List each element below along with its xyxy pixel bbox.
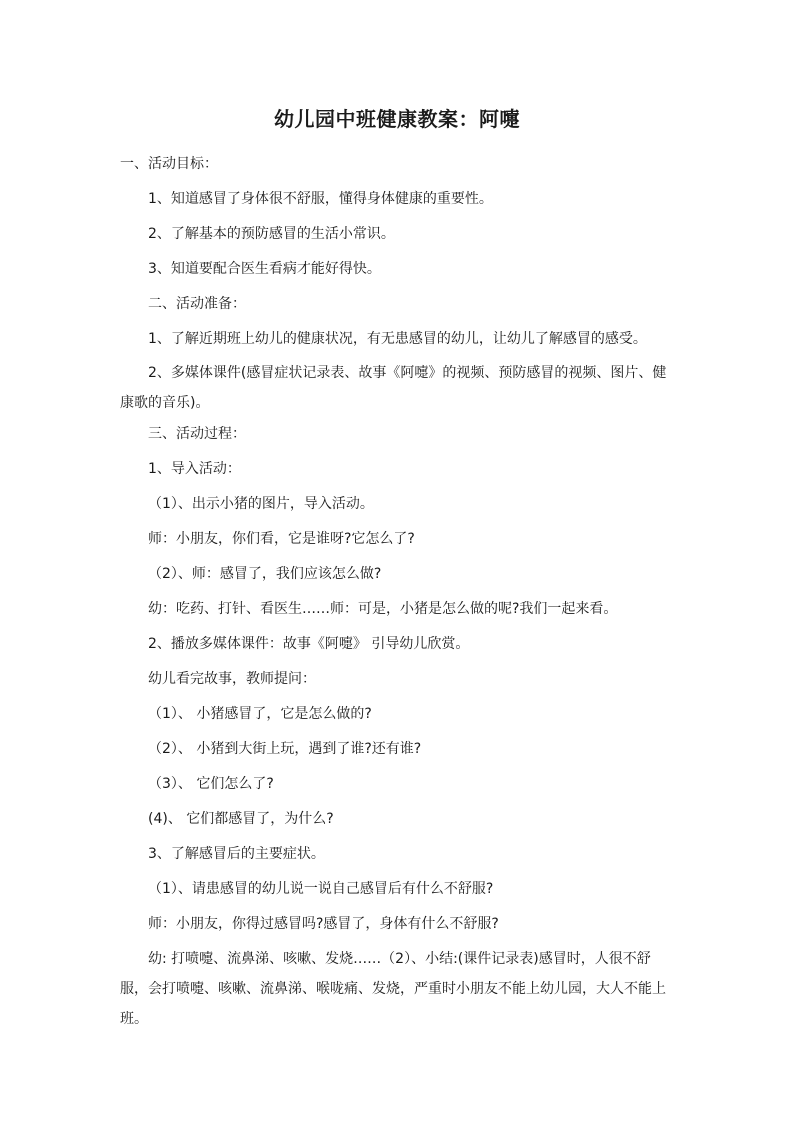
section-heading: 二、活动准备： xyxy=(148,296,246,312)
paragraph-line: 1、导入活动： xyxy=(148,461,241,477)
paragraph-line: 幼儿看完故事，教师提问： xyxy=(148,671,316,687)
paragraph-line: （2）、 小猪到大街上玩，遇到了谁?还有谁? xyxy=(148,741,422,757)
paragraph-line: （2）、师：感冒了，我们应该怎么做? xyxy=(148,566,382,582)
section-heading: 三、活动过程： xyxy=(148,426,246,442)
paragraph-wrapped: 幼: 打喷嚏、流鼻涕、咳嗽、发烧……（2）、小结:(课件记录表)感冒时，人很不舒服，会打喷嚏、咳嗽、流鼻涕、喉咙痛、发烧，严重时小朋友不能上幼儿园，大人不能上班。 xyxy=(120,951,666,1027)
paragraph-line: （1）、 小猪感冒了，它是怎么做的? xyxy=(148,706,372,722)
paragraph-wrapped: 2、多媒体课件(感冒症状记录表、故事《阿嚏》的视频、预防感冒的视频、图片、健康歌的音乐)。 xyxy=(120,365,667,411)
paragraph-line: 2、播放多媒体课件：故事《阿嚏》 引导幼儿欣赏。 xyxy=(148,636,470,652)
document-title: 幼儿园中班健康教案：阿嚏 xyxy=(274,107,520,131)
paragraph-line: 3、知道要配合医生看病才能好得快。 xyxy=(148,261,381,277)
paragraph-line: 幼：吃药、打针、看医生……师：可是，小猪是怎么做的呢?我们一起来看。 xyxy=(148,601,618,617)
paragraph-line: 师：小朋友，你们看，它是谁呀?它怎么了? xyxy=(148,531,415,547)
paragraph-line: （1）、请患感冒的幼儿说一说自己感冒后有什么不舒服? xyxy=(148,881,494,897)
paragraph-line: 师：小朋友，你得过感冒吗?感冒了，身体有什么不舒服? xyxy=(148,916,499,932)
paragraph-line: （3）、 它们怎么了? xyxy=(148,776,274,792)
paragraph-line: 1、了解近期班上幼儿的健康状况，有无患感冒的幼儿，让幼儿了解感冒的感受。 xyxy=(148,331,647,347)
paragraph-line: 2、了解基本的预防感冒的生活小常识。 xyxy=(148,226,395,242)
paragraph-line: 3、了解感冒后的主要症状。 xyxy=(148,846,325,862)
paragraph-line: (4)、 它们都感冒了，为什么? xyxy=(148,811,334,827)
section-heading: 一、活动目标： xyxy=(120,156,218,172)
paragraph-line: 1、知道感冒了身体很不舒服，懂得身体健康的重要性。 xyxy=(148,191,493,207)
paragraph-line: （1）、出示小猪的图片，导入活动。 xyxy=(148,496,374,512)
